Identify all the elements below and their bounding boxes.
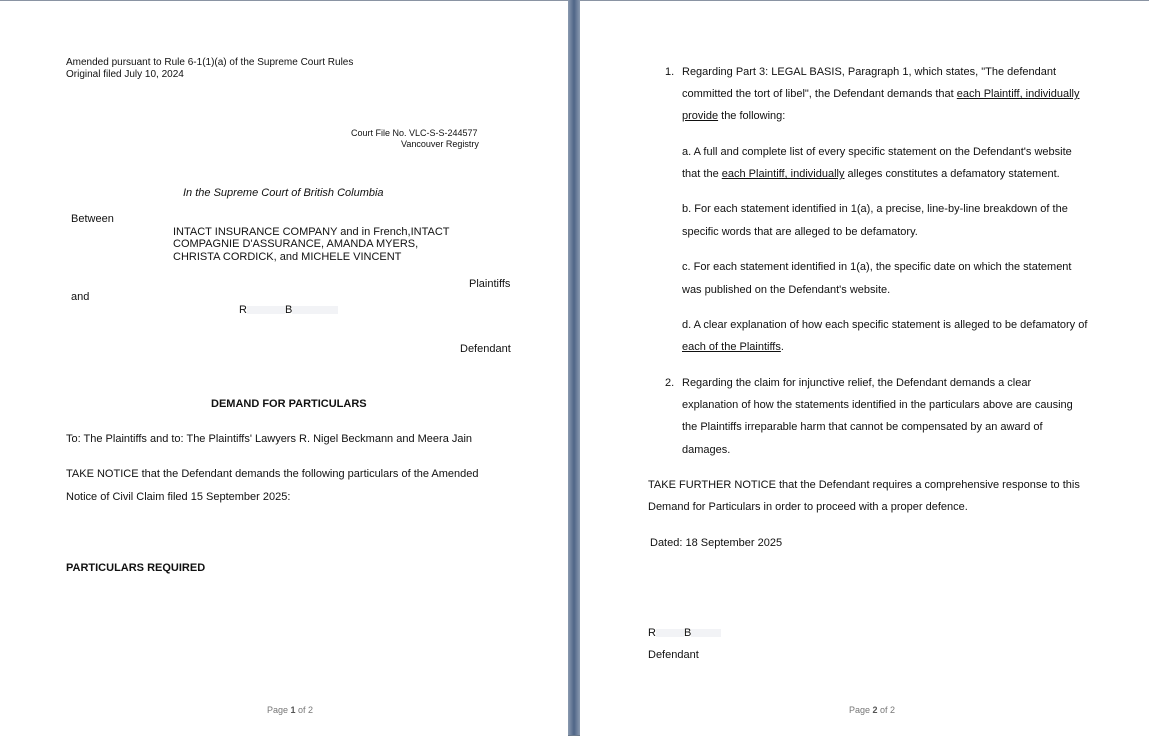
and-label: and [71, 291, 90, 303]
footer-suffix: of 2 [877, 705, 896, 715]
plaintiffs-label: Plaintiffs [469, 278, 511, 290]
subitem-a-line-2 [682, 168, 1060, 180]
original-filed-note: Original filed July 10, 2024 [66, 69, 184, 80]
item-2-line-3: the Plaintiffs irreparable harm that cannot be compensated by an award of [682, 421, 1043, 433]
plaintiffs-line-2: COMPAGNIE D'ASSURANCE, AMANDA MYERS, [173, 238, 419, 250]
footer-prefix: Page [267, 705, 291, 715]
item-1-line-3-text: the following: [718, 110, 786, 122]
further-notice-line-2: Demand for Particulars in order to proceed with a proper defence. [648, 501, 968, 513]
subitem-b-line-1: b. For each statement identified in 1(a), a precise, line-by-line breakdown of the [682, 203, 1068, 215]
subitem-d-underlined: each of the Plaintiffs [682, 341, 781, 353]
item-1-line-3 [682, 110, 785, 122]
signature-initial-1: R [648, 627, 656, 639]
subitem-a-suffix: alleges constitutes a defamatory statement. [844, 168, 1060, 180]
document-title: DEMAND FOR PARTICULARS [211, 398, 367, 410]
page-divider [568, 0, 580, 735]
provide-underlined: provide [682, 110, 719, 122]
page-footer [849, 705, 895, 715]
notice-line-1: TAKE NOTICE that the Defendant demands the following particulars of the Amended [66, 468, 479, 480]
footer-page-number: 2 [872, 705, 878, 715]
item-1-line-2 [682, 88, 1079, 100]
amended-note: Amended pursuant to Rule 6-1(1)(a) of the Supreme Court Rules [66, 57, 354, 68]
footer-suffix: of 2 [295, 705, 314, 715]
item-1-number: 1. [665, 66, 675, 78]
subitem-d-period: . [780, 341, 784, 353]
redaction-bar [691, 629, 721, 637]
subitem-d-line-2 [682, 341, 784, 353]
plaintiffs-line-1: INTACT INSURANCE COMPANY and in French,INTACT [173, 226, 450, 238]
page-1 [0, 0, 568, 736]
registry: Vancouver Registry [401, 139, 479, 149]
dated-line: Dated: 18 September 2025 [650, 537, 783, 549]
defendant-name-redacted [239, 304, 338, 316]
particulars-heading: PARTICULARS REQUIRED [66, 562, 206, 574]
item-2-line-1: Regarding the claim for injunctive relief, the Defendant demands a clear [682, 377, 1032, 389]
between-label: Between [71, 213, 114, 225]
further-notice-line-1: TAKE FURTHER NOTICE that the Defendant requires a comprehensive response to this [648, 479, 1080, 491]
subitem-a-prefix: that the [682, 168, 722, 180]
subitem-d-line-1: d. A clear explanation of how each specific statement is alleged to be defamatory of [682, 319, 1088, 331]
item-1-line-2-text: committed the tort of libel", the Defendant demands that [682, 88, 957, 100]
to-line: To: The Plaintiffs and to: The Plaintiffs' Lawyers R. Nigel Beckmann and Meera Jain [66, 433, 473, 445]
plaintiffs-line-3: CHRISTA CORDICK, and MICHELE VINCENT [173, 251, 402, 263]
footer-prefix: Page [849, 705, 873, 715]
page-2 [580, 0, 1149, 736]
redaction-bar [292, 306, 338, 314]
item-2-line-2: explanation of how the statements identified in the particulars above are causing [682, 399, 1073, 411]
item-2-line-4: damages. [682, 444, 731, 456]
signature-name-redacted [648, 627, 721, 639]
defendant-initial-1: R [239, 304, 247, 316]
footer-page-number: 1 [290, 705, 296, 715]
defendant-label: Defendant [460, 343, 511, 355]
item-1-line-1: Regarding Part 3: LEGAL BASIS, Paragraph 1, which states, "The defendant [682, 66, 1057, 78]
page-footer [267, 705, 313, 715]
item-2-number: 2. [665, 377, 675, 389]
subitem-a-line-1: a. A full and complete list of every specific statement on the Defendant's website [682, 146, 1072, 158]
redaction-bar [247, 306, 285, 314]
defendant-initial-2: B [284, 304, 293, 316]
subitem-a-underlined: each Plaintiff, individually [721, 168, 845, 180]
subitem-c-line-2: was published on the Defendant's website. [682, 284, 891, 296]
notice-line-2: Notice of Civil Claim filed 15 September 2025: [66, 491, 291, 503]
signature-initial-2: B [683, 627, 692, 639]
subitem-b-line-2: specific words that are alleged to be defamatory. [682, 226, 918, 238]
item-1-underlined-text: each Plaintiff, individually [956, 88, 1080, 100]
redaction-bar [656, 629, 684, 637]
court-file-number: Court File No. VLC-S-S-244577 [351, 128, 478, 138]
subitem-c-line-1: c. For each statement identified in 1(a), the specific date on which the statement [682, 261, 1072, 273]
court-name: In the Supreme Court of British Columbia [183, 187, 384, 199]
signature-label: Defendant [648, 649, 699, 661]
